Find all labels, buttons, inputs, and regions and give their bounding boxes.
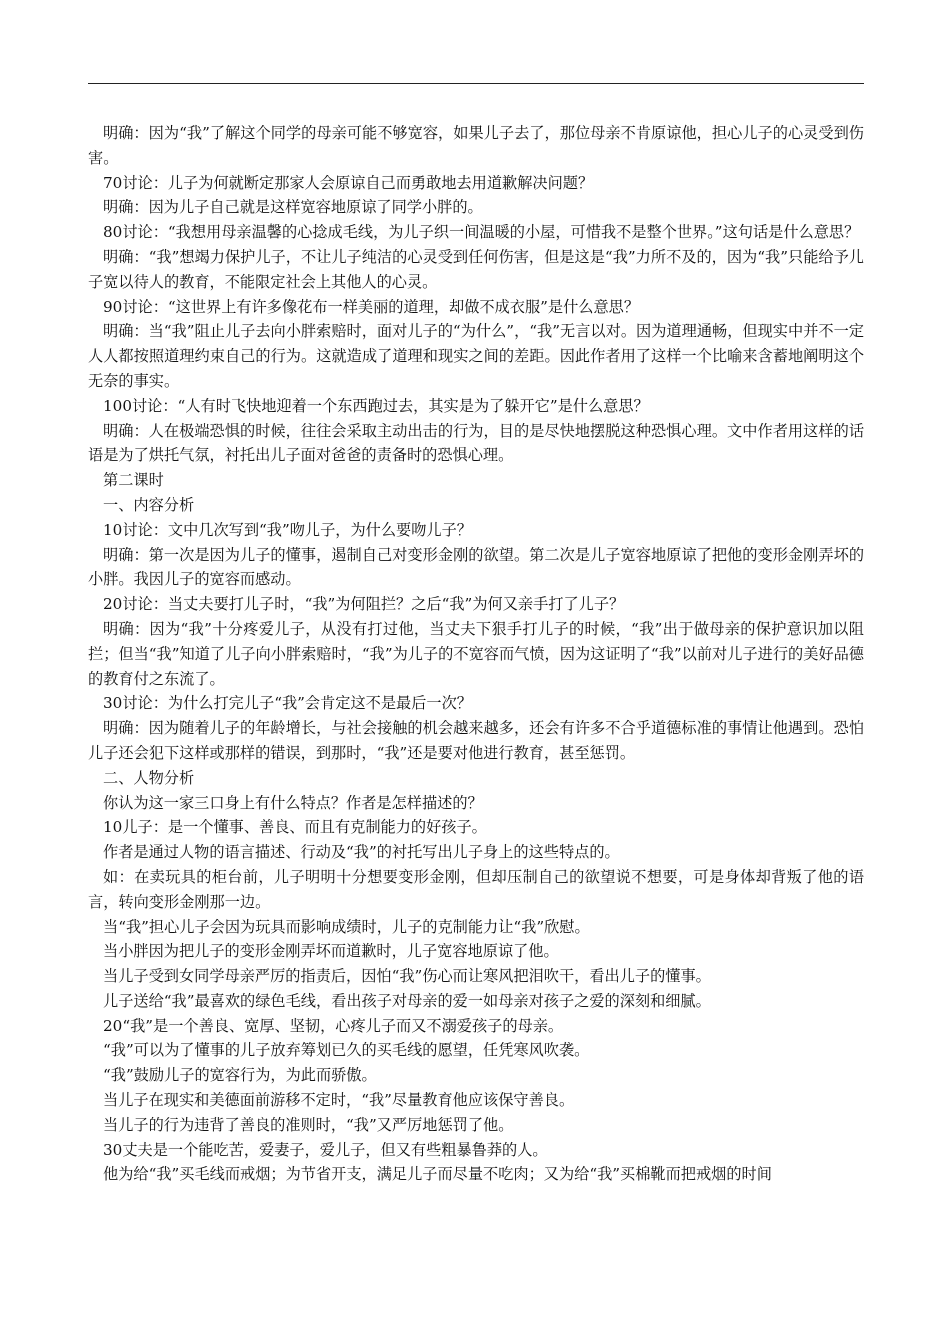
paragraph: 10儿子：是一个懂事、善良、而且有克制能力的好孩子。 (103, 818, 487, 837)
paragraph: 20“我”是一个善良、宽厚、坚韧，心疼儿子而又不溺爱孩子的母亲。 (103, 1016, 564, 1035)
paragraph: “我”鼓励儿子的宽容行为，为此而骄傲。 (103, 1066, 377, 1085)
paragraph: 明确：因为随着儿子的年龄增长，与社会接触的机会越来越多，还会有许多不合乎道德标准的事情让他遇到。恐怕儿子还会犯下这样或那样的错误，到那时，“我”还是要对他进行教育，甚至惩罚。 (88, 719, 864, 762)
paragraph: “我”可以为了懂事的儿子放弃筹划已久的买毛线的愿望，任凭寒风吹袭。 (103, 1041, 590, 1060)
paragraph: 作者是通过人物的语言描述、行动及“我”的衬托写出儿子身上的这些特点的。 (103, 843, 620, 862)
paragraph: 30丈夫是一个能吃苦，爱妻子，爱儿子，但又有些粗暴鲁莽的人。 (103, 1140, 548, 1159)
document-body (88, 121, 864, 1187)
paragraph: 如：在卖玩具的柜台前，儿子明明十分想要变形金刚，但却压制自己的欲望说不想要，可是身体却背叛了他的语言，转向变形金刚那一边。 (88, 867, 864, 911)
paragraph: 当儿子的行为违背了善良的准则时，“我”又严厉地惩罚了他。 (103, 1115, 514, 1134)
section-title: 第二课时 (103, 471, 164, 490)
paragraph: 儿子送给“我”最喜欢的绿色毛线，看出孩子对母亲的爱一如母亲对孩子之爱的深刻和细腻。 (103, 991, 711, 1010)
header-rule (88, 83, 864, 84)
paragraph: 10讨论：文中几次写到“我”吻儿子，为什么要吻儿子？ (103, 520, 472, 539)
paragraph: 30讨论：为什么打完儿子“我”会肯定这不是最后一次？ (103, 694, 472, 713)
paragraph: 100讨论：“人有时飞快地迎着一个东西跑过去，其实是为了躲开它”是什么意思？ (103, 396, 649, 415)
paragraph: 明确：人在极端恐惧的时候，往往会采取主动出击的行为，目的是尽快地摆脱这种恐惧心理。文中作者用这样的话语是为了烘托气氛，衬托出儿子面对爸爸的责备时的恐惧心理。 (88, 421, 864, 465)
paragraph: 明确：因为“我”了解这个同学的母亲可能不够宽容，如果儿子去了，那位母亲不肯原谅他，担心儿子的心灵受到伤害。 (88, 124, 864, 167)
paragraph: 当“我”担心儿子会因为玩具而影响成绩时，儿子的克制能力让“我”欣慰。 (103, 917, 590, 936)
paragraph: 明确：因为儿子自己就是这样宽容地原谅了同学小胖的。 (103, 198, 483, 217)
section-heading: 一、内容分析 (103, 495, 195, 514)
paragraph: 20讨论：当丈夫要打儿子时，“我”为何阻拦？之后“我”为何又亲手打了儿子？ (103, 595, 625, 614)
paragraph: 70讨论：儿子为何就断定那家人会原谅自己而勇敢地去用道歉解决问题？ (103, 173, 594, 192)
paragraph: 当小胖因为把儿子的变形金刚弄坏而道歉时，儿子宽容地原谅了他。 (103, 942, 559, 961)
paragraph: 你认为这一家三口身上有什么特点？作者是怎样描述的？ (103, 793, 483, 812)
paragraph: 90讨论：“这世界上有许多像花布一样美丽的道理，却做不成衣服”是什么意思？ (103, 297, 640, 316)
paragraph: 明确：第一次是因为儿子的懂事，遏制自己对变形金刚的欲望。第二次是儿子宽容地原谅了把他的变形金刚弄坏的小胖。我因儿子的宽容而感动。 (88, 545, 864, 589)
section-heading: 二、人物分析 (103, 768, 195, 787)
paragraph: 他为给“我”买毛线而戒烟；为节省开支，满足儿子而尽量不吃肉；又为给“我”买棉靴而把戒烟的时间 (103, 1165, 772, 1184)
paragraph: 明确：当“我”阻止儿子去向小胖索赔时，面对儿子的“为什么”，“我”无言以对。因为道理通畅，但现实中并不一定人人都按照道理约束自己的行为。这就造成了道理和现实之间的差距。因此作者用了这样一个比喻来含蓄地阐明这个无奈的事实。 (88, 322, 864, 390)
paragraph: 明确：因为“我”十分疼爱儿子，从没有打过他，当丈夫下狠手打儿子的时候，“我”出于做母亲的保护意识加以阻拦；但当“我”知道了儿子向小胖索赔时，“我”为儿子的不宽容而气愤，因为这证明了“我”以前对儿子进行的美好品德的教育付之东流了。 (88, 619, 864, 688)
paragraph: 80讨论：“我想用母亲温馨的心捻成毛线，为儿子织一间温暖的小屋，可惜我不是整个世界。”这句话是什么意思？ (103, 223, 860, 242)
paragraph: 当儿子受到女同学母亲严厉的指责后，因怕“我”伤心而让寒风把泪吹干，看出儿子的懂事。 (103, 967, 711, 986)
paragraph: 当儿子在现实和美德面前游移不定时，“我”尽量教育他应该保守善良。 (103, 1091, 575, 1110)
paragraph: 明确：“我”想竭力保护儿子，不让儿子纯洁的心灵受到任何伤害，但是这是“我”力所不及的，因为“我”只能给予儿子宽以待人的教育，不能限定社会上其他人的心灵。 (88, 247, 864, 291)
